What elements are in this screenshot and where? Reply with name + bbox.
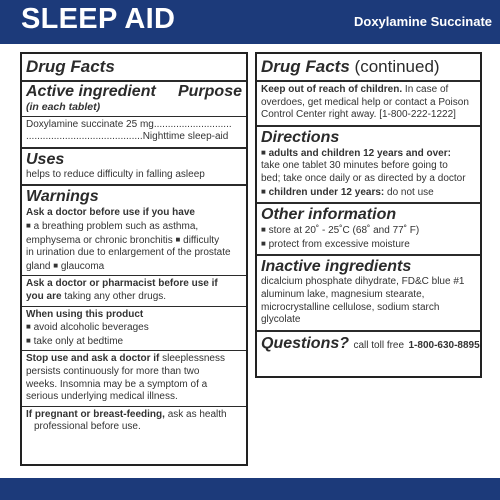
ask-doctor-item: emphysema or chronic bronchitis — [26, 234, 173, 246]
questions-heading: Questions? — [261, 334, 350, 352]
bullet-square-icon: ■ — [26, 220, 31, 230]
header-bar — [0, 0, 500, 44]
ingredient-purpose: Nighttime sleep-aid — [142, 131, 229, 143]
ask-doctor-item: gland — [26, 260, 51, 272]
drug-facts-panel — [20, 52, 248, 466]
ask-pharmacist-bold: you are — [26, 290, 62, 302]
keep-out-heading: Keep out of reach of children. — [261, 84, 403, 95]
other-information-item: protect from excessive moisture — [268, 238, 410, 250]
inactive-ingredients-text: aluminum lake, magnesium stearate, — [261, 288, 425, 300]
drug-facts-heading: Drug Facts — [26, 57, 115, 76]
product-title: SLEEP AID — [21, 3, 176, 35]
inactive-ingredients-heading: Inactive ingredients — [261, 258, 412, 276]
keep-out-text: overdoes, get medical help or contact a Poison — [261, 96, 469, 108]
bullet-square-icon: ■ — [175, 234, 181, 244]
drug-facts-heading: Drug Facts — [261, 57, 350, 76]
bullet-square-icon: ■ — [261, 186, 266, 196]
in-each-tablet: (in each tablet) — [26, 101, 101, 113]
ingredient-line: Doxylamine succinate 25 mg............................ — [26, 118, 232, 130]
keep-out-text: In case of — [404, 84, 449, 95]
phone-number: 1-800-630-8895 — [408, 339, 480, 351]
stop-use-text: persists continuously for more than two — [26, 365, 200, 377]
bullet-square-icon: ■ — [261, 147, 266, 157]
footer-bar — [0, 478, 500, 500]
bullet-square-icon: ■ — [26, 335, 31, 345]
ingredient-dots: .......................................... — [26, 131, 143, 143]
drug-facts-continued-heading — [261, 58, 476, 76]
directions-adults: adults and children 12 years and over: — [268, 147, 451, 159]
stop-use-text: serious underlying medical illness. — [26, 391, 178, 403]
ask-pharmacist-heading: Ask a doctor or pharmacist before use if — [26, 278, 218, 290]
uses-text: helps to reduce difficulty in falling asleep — [26, 168, 205, 180]
keep-out-text: Control Center right away. [1-800-222-1222] — [261, 109, 456, 121]
inactive-ingredients-text: glycolate — [261, 314, 301, 326]
ask-doctor-item: glaucoma — [60, 260, 105, 272]
inactive-ingredients-text: microcrystalline cellulose, sodium starch — [261, 301, 440, 313]
directions-heading: Directions — [261, 128, 340, 146]
stop-use-text: sleeplessness — [162, 353, 225, 365]
directions-text: bed; take once daily or as directed by a doctor — [261, 172, 466, 184]
when-using-heading: When using this product — [26, 308, 144, 320]
continued-label: (continued) — [354, 57, 440, 76]
stop-use-text: weeks. Insomnia may be a symptom of a — [26, 378, 208, 390]
other-information-item: store at 20˚ - 25˚C (68˚ and 77˚ F) — [268, 225, 420, 237]
bullet-square-icon: ■ — [261, 225, 266, 235]
directions-children: children under 12 years: — [268, 186, 385, 198]
when-using-item: take only at bedtime — [33, 335, 124, 347]
ask-pharmacist-text: taking any other drugs. — [64, 290, 167, 302]
ask-doctor-heading: Ask a doctor before use if you have — [26, 207, 195, 219]
bullet-square-icon: ■ — [261, 238, 266, 248]
bullet-square-icon: ■ — [26, 322, 31, 332]
drug-facts-continued-panel — [255, 52, 482, 378]
ask-doctor-item: a breathing problem such as asthma, — [33, 220, 199, 232]
warnings-heading: Warnings — [26, 188, 99, 206]
ask-doctor-item: difficulty — [183, 234, 220, 246]
call-toll-free: call toll free — [353, 339, 405, 351]
pregnant-text: professional before use. — [34, 421, 141, 433]
uses-heading: Uses — [26, 150, 65, 168]
stop-use-heading: Stop use and ask a doctor if — [26, 353, 160, 365]
active-ingredient-heading: Active ingredient — [26, 83, 156, 100]
directions-text: do not use — [387, 186, 434, 198]
inactive-ingredients-text: dicalcium phosphate dihydrate, FD&C blue #1 — [261, 276, 465, 288]
pregnant-heading: If pregnant or breast-feeding, — [26, 408, 165, 420]
bullet-square-icon: ■ — [53, 260, 59, 270]
other-information-heading: Other information — [261, 206, 397, 224]
purpose-heading: Purpose — [177, 83, 242, 100]
pregnant-text: ask as health — [167, 408, 227, 420]
when-using-item: avoid alcoholic beverages — [33, 322, 149, 334]
directions-text: take one tablet 30 minutes before going to — [261, 160, 448, 172]
ask-doctor-item: in urination due to enlargement of the prostate — [26, 247, 231, 259]
ingredient-purpose-line — [26, 131, 242, 144]
product-subtitle: Doxylamine Succinate — [354, 14, 492, 29]
